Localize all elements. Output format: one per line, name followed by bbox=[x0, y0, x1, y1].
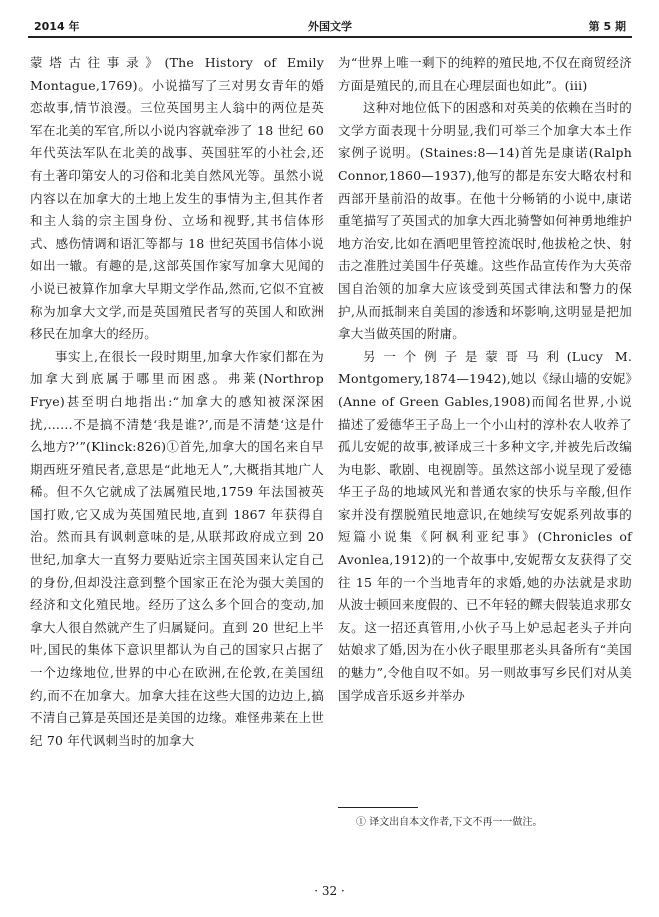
footnote: ① 译文出自本文作者,下文不再一一做注。 bbox=[356, 817, 543, 828]
header-issue: 第 5 期 bbox=[588, 20, 626, 33]
paragraph: 蒙塔古往事录》(The History of Emily Montague,1769)。小说描写了三对男女青年的婚恋故事,情节浪漫。三位英国男主人翁中的两位是英军在北美的军官,所以小说内容就牵涉了 18 世纪 60 年代英法军队在北美的战事、英国驻军的小社会,还有土著印第安人的习俗和北美自然风光等。虽然小说内容以在加拿大的土地上发生的事情为主,但其作者和主人翁的宗主国身份、立场和视野,其书信体形式、感伤情调和语汇等都与 18 世纪英国书信体小说如出一辙。有趣的是,这部英国作家写加拿大见闻的小说已被算作加拿大早期文学作品,然而,它似不宜被称为加拿大文学,而是英国殖民者写的英国人和欧洲移民在加拿大的经历。 bbox=[30, 55, 324, 342]
header-rule bbox=[28, 36, 632, 38]
paragraph: 事实上,在很长一段时期里,加拿大作家们都在为加拿大到底属于哪里而困惑。弗莱(Northrop Frye)甚至明白地指出:“加拿大的感知被深深困扰,……不是搞不清楚‘我是谁?’,而是不清楚‘这是什么地方?’”(Klinck:826)①首先,加拿大的国名来自早期西班牙殖民者,意思是“此地无人”,大概指其地广人稀。但不久它就成了法属殖民地,1759 年法国被英国打败,它又成为英国殖民地,直到 1867 年获得自治。然而具有讽刺意味的是,从联邦政府成立到 20 世纪,加拿大一直努力要贴近宗主国英国来认定自己的身份,但却没注意到整个国家正在沦为强大美国的经济和文化殖民地。经历了这么多个回合的变动,加拿大人很自然就产生了归属疑问。直到 20 世纪上半叶,国民的集体下意识里都认为自己的国家只占据了一个边缘地位,世界的中心在欧洲,在伦敦,在美国纽约,而不在加拿大。加拿大挂在这些大国的边边上,搞不清自己算是英国还是美国的边缘。难怪弗莱在上世纪 70 年代讽刺当时的加拿大 bbox=[30, 348, 324, 748]
footnote-rule bbox=[338, 807, 418, 808]
running-header bbox=[28, 12, 632, 34]
left-column bbox=[30, 52, 324, 752]
paragraph: 另一个例子是蒙哥马利(Lucy M. Montgomery,1874—1942),她以《绿山墙的安妮》(Anne of Green Gables,1908)而闻名世界,小说描述了爱德华王子岛上一个小山村的淳朴农人收养了孤儿安妮的故事,被译成三十多种文字,并被先后改编为电影、歌剧、电视剧等。虽然这部小说呈现了爱德华王子岛的地域风光和普通农家的快乐与辛酸,但作家并没有摆脱殖民地意识,在她续写安妮系列故事的短篇小说集《阿枫利亚纪事》(Chronicles of Avonlea,1912)的一个故事中,安妮帮女友获得了交往 15 年的一个当地青年的求婚,她的办法就是求助从波士顿回来度假的、已不年轻的鳏夫假装追求那女友。这一招还真管用,小伙子马上妒忌起老头子并向姑娘求了婚,因为在小伙子眼里那老头具备所有“美国的魅力”,令他自叹不如。另一则故事写乡民们对从美国学成音乐返乡并举办 bbox=[338, 348, 632, 703]
paragraph: 这种对地位低下的困惑和对英美的依赖在当时的文学方面表现十分明显,我们可举三个加拿大本土作家例子说明。(Staines:8—14)首先是康诺(Ralph Connor,1860—1937),他写的都是东安大略农村和西部开垦前沿的故事。在他十分畅销的小说中,康诺重笔描写了英国式的加拿大西北骑警如何神勇地维护地方治安,比如在酒吧里管控流氓时,他拔枪之快、射击之准胜过美国牛仔英雄。这些作品宣传作为大英帝国自治领的加拿大应该受到英国式律法和警力的保护,从而抵制来自美国的渗透和坏影响,这明显是把加拿大当做英国的附庸。 bbox=[338, 100, 632, 342]
header-year: 2014 年 bbox=[34, 20, 80, 33]
header-journal-title: 外国文学 bbox=[308, 20, 352, 33]
paragraph: 为“世界上唯一剩下的纯粹的殖民地,不仅在商贸经济方面是殖民的,而且在心理层面也如此”。(iii) bbox=[338, 55, 632, 93]
right-column bbox=[338, 52, 632, 707]
page-number: · 32 · bbox=[314, 884, 345, 898]
